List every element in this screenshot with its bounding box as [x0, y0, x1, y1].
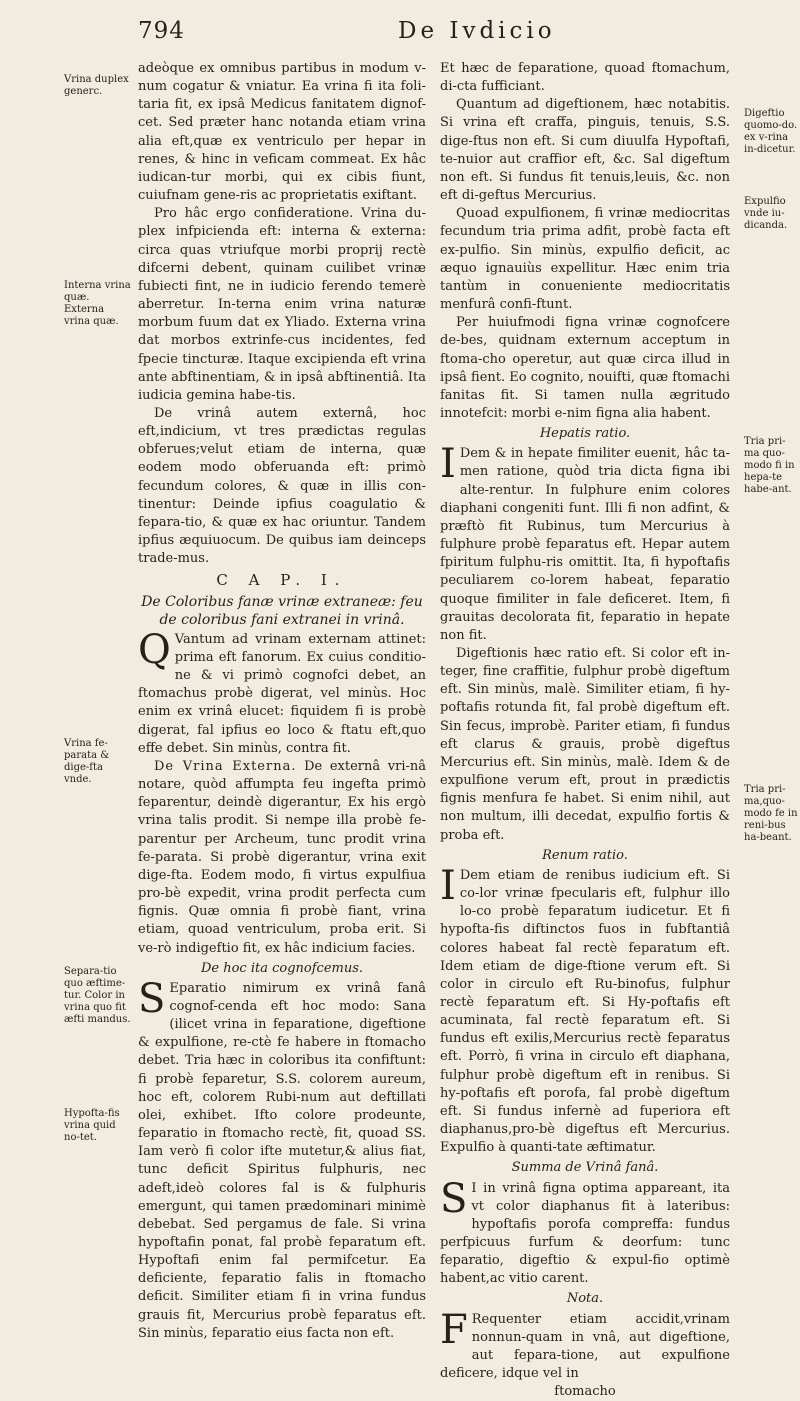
paragraph: De Vrina Externa. De externâ vri-nâ notare, quòd affumpta feu ingefta primò feparentur, deindè digerantur, Ex his ergò vrina talis prodit. Si nempe illa probè fe-parentur per Archeum, tunc prodit vrina fe-parata. Si probè digerantur, vrina exit dige-fta. Eodem modo, fi virtus expulfiua pro-bè expedit, vrina prodit perfecta cum fignis. Quæ omnia fi probè fiant, vrina etiam, quoad ventriculum, proba erit. Si ve-rò indigeftio fit, ex hâc indicium facies. — [138, 758, 426, 956]
paragraph: Per huiufmodi figna vrinæ cognofcere de-bes, quidnam externum acceptum in ftoma-cho operetur, aut quæ circa illud in ipsâ fient. Eo cognito, nouifti, quæ ftomachi fanitas fit. Si tamen nulla ægritudo innotefcit: morbi e-nim figna alia habent. — [440, 315, 730, 421]
page-number: 794 — [138, 18, 185, 44]
subheading: De hoc ita cognofcemus. — [200, 960, 364, 976]
paragraph: adeòque ex omnibus partibus in modum v-num cogatur & vniatur. Ea vrina fi ita foli-taria fit, ex ipsâ Medicus fanitatem dignof-cet. Sed præter hanc notanda etiam vrina alia eft,quæ ex ventriculo per hepar in renes, & hinc in veficam commeat. Ex hâc iudican-tur morbi, qui ex cibis fiunt, cuiufnam gene-ris ac proprietatis exiftant. — [138, 61, 426, 204]
paragraph: Quantum ad digeftionem, hæc notabitis. Si vrina eft craffa, pinguis, tenuis, S.S. dige-ftus non eft. Si cum diuulfa Hypoftafi, te-nuior aut craffior eft, &c. Sal digeftum non eft. Si fundus fit tenuis,leuis, &c. non eft di-geftus Mercurius. — [440, 97, 730, 204]
paragraph: S Eparatio nimirum ex vrinâ fanâ cognof-cenda eft hoc modo: Sana (ilicet vrina in feparatione, digeftione & expulfione, re-ctè fe habere in ftomacho debet. Tria hæc in coloribus ita confiftunt: fi probè feparetur, S.S. colorem aureum, hoc eft, colorem Rubi-num aut deftillati olei, exhibet. Ifto colore prodeunte, feparatio in ftomacho rectè, fit, quoad SS. Iam verò fi color ifte mutetur,& alius fiat, tunc deficit Spiritus fulphuris, nec adeft,ideò colores fal is & fulphuris emergunt, qui tamen prædominari minimè debebat. Sed pergamus de fale. Si vrina hypoftafin ponat, fal probè feparatum eft. Hypoftafi enim fal permifcetur. Ea deficiente, feparatio falis in ftomacho deficit. Similiter etiam fi in vrina fundus grauis fit, Mercurius probè feparatus eft. Sin minùs, feparatio eius facta non eft. — [138, 975, 426, 1341]
drop-cap: Q — [138, 626, 171, 673]
margin-note-renibus: Tria pri-ma,quo-modo fe in reni-bus ha-beant. — [744, 784, 798, 843]
margin-note-expulsio: Expulfio vnde iu-dicanda. — [744, 196, 788, 231]
margin-note-hepate: Tria pri-ma quo-modo fi in hepa-te habe-ant. — [744, 436, 795, 495]
margin-note-vrina-duplex: Vrina duplex generc. — [64, 74, 129, 97]
drop-cap: I — [440, 862, 456, 909]
paragraph: Digeftionis hæc ratio eft. Si color eft in-teger, fine craffitie, fulphur probè digeftum eft. Sin minùs, malè. Similiter etiam, fi hy-poftafis rotunda fit, fal probè digeftum eft. Sin fecus, improbè. Pariter etiam, fi fundus eft clarus & grauis, probè digeftus Mercurius eft. Sin minùs, malè. Idem & de expulfione verum eft, prout in prædictis fignis menfura fe habet. Si enim nihil, aut non multum, illi decedat, expulfio fortis & proba eft. — [440, 646, 730, 843]
drop-cap: S — [440, 1175, 468, 1222]
paragraph: I Dem & in hepate fimiliter euenit, hâc ta-men ratione, quòd tria dicta figna ibi alte-rentur. In fulphure enim colores diaphani congeniti funt. Illi fi non adfint, & præftò fit Rubinus, tum Mercurius à fulphure probè feparatus eft. Hepar autem fpiritum fulphu-ris omittit. Ita, fi hypoftafis peculiarem co-lorem habeat, feparatio quoque fimiliter in fale deficeret. Item, fi grauitas decolorata fit, feparatio in hepate non fit. — [440, 441, 730, 643]
chapter-number: C A P. I. — [216, 571, 348, 590]
paragraph: F Requenter etiam accidit,vrinam nonnun-quam in vnâ, aut digeftione, aut fepara-tione, aut expulfione deficere, idque vel in — [440, 1306, 730, 1382]
paragraph: S I in vrinâ figna optima appareant, ita vt color diaphanus fit à lateribus: hypoftafis porofa compreffa: fundus perfpicuus furfum & deorfum: tunc feparatio, digeftio & expul-fio optimè habent,ac vitio carent. — [440, 1175, 730, 1287]
section-lead: De Vrina Externa. — [154, 758, 297, 774]
drop-cap: F — [440, 1306, 468, 1353]
running-head: De Ivdicio — [398, 18, 556, 44]
left-text-column — [138, 60, 426, 1343]
subheading-nota: Nota. — [566, 1291, 604, 1307]
drop-cap: S — [138, 975, 166, 1022]
margin-note-digestio: Digeftio quomo-do. ex v-rina in-dicetur. — [744, 108, 798, 155]
margin-note-vrina-separata: Vrina fe-parata & dige-fta vnde. — [64, 738, 110, 785]
paragraph: I Dem etiam de renibus iudicium eft. Si co-lor vrinæ fpecularis eft, fulphur illo lo-co probè feparatum iudicetur. Et fi hypofta-fis diftinctos fuos in fubftantiâ colores habeat fal rectè feparatum eft. Idem etiam de dige-ftione verum eft. Si color in circulo eft Ru-binofus, fulphur rectè feparatum eft. Si Hy-poftafis eft acuminata, fal rectè feparatum eft. Si fundus eft exilis,Mercurius rectè feparatus eft. Porrò, fi vrina in circulo eft diaphana, fulphur probè digeftum eft in renibus. Si hy-poftafis eft porofa, fal probè digeftum eft. Si fundus infernè ad fuperiora eft diaphanus,pro-bè digeftus eft Mercurius. Expulfio à quanti-tate æftimatur. — [440, 862, 730, 1156]
subheading-hepatis: Hepatis ratio. — [539, 426, 631, 442]
catchword: ftomacho — [554, 1384, 616, 1400]
paragraph: Et hæc de feparatione, quoad ftomachum, di-cta fufficiant. — [440, 61, 730, 95]
chapter-title: De Coloribus fanæ vrinæ extraneæ: feu de coloribus fani extranei in vrinâ. — [141, 593, 423, 628]
paragraph: De vrinâ autem externâ, hoc eft,indicium, vt tres prædictas regulas obferues;velut etiam de interna, quæ eodem modo obferuanda eft: primò fecundum colores, & quæ in illis con-tinentur: Deinde ipfius coagulatio & fepara-tio, & quæ ex hac oriuntur. Tandem ipfius æquiuocum. De quibus iam deinceps trade-mus. — [138, 405, 426, 567]
margin-note-separatio: Separa-tio quo æftime-tur. Color in vrina quo fit æfti mandus. — [64, 966, 131, 1025]
margin-note-hypostasis: Hypofta-fis vrina quid no-tet. — [64, 1108, 120, 1143]
running-header — [138, 14, 778, 48]
paragraph: Quoad expulfionem, fi vrinæ mediocritas fecundum tria prima adfit, probè facta eft ex-pulfio. Sin minùs, expulfio deficit, ac æquo ignauiùs expellitur. Hæc enim tria tantùm in conueniente mediocritatis menfurâ confi-ftunt. — [440, 206, 730, 313]
drop-cap: I — [440, 441, 456, 488]
right-text-column — [440, 60, 730, 1401]
subheading-renum: Renum ratio. — [542, 847, 628, 863]
paragraph: Pro hâc ergo confideratione. Vrina du-plex infpicienda eft: interna & externa: circa quas vtriufque morbi proprij rectè difcerni debent, quinam cuilibet vrinæ fubiecti fint, ne in iudicio ferendo temerè aberretur. In-terna enim vrina naturæ morbum fuum dat ex Yliado. Externa vrina dat morbos extrinfe-cus incidentes, fed fpecie tincturæ. Itaque excipienda eft vrina ante abftinentiam, & in ipsâ abftinentiâ. Ita iudicia gemina habe-tis. — [138, 206, 426, 403]
subheading-summa: Summa de Vrinâ fanâ. — [511, 1160, 659, 1176]
paragraph: Q Vantum ad vrinam externam attinet: prima eft fanorum. Ex cuius conditio-ne & vi primò cognofci debet, an ftomachus probè digerat, vel minùs. Hoc enim ex vrinâ elucet: fiquidem fi is probè digerat, fal ipfius eo loco & ftatu eft,quo effe debet. Sin minùs, contra fit. — [138, 626, 426, 756]
margin-note-interna-externa: Interna vrina quæ. Externa vrina quæ. — [64, 280, 131, 327]
